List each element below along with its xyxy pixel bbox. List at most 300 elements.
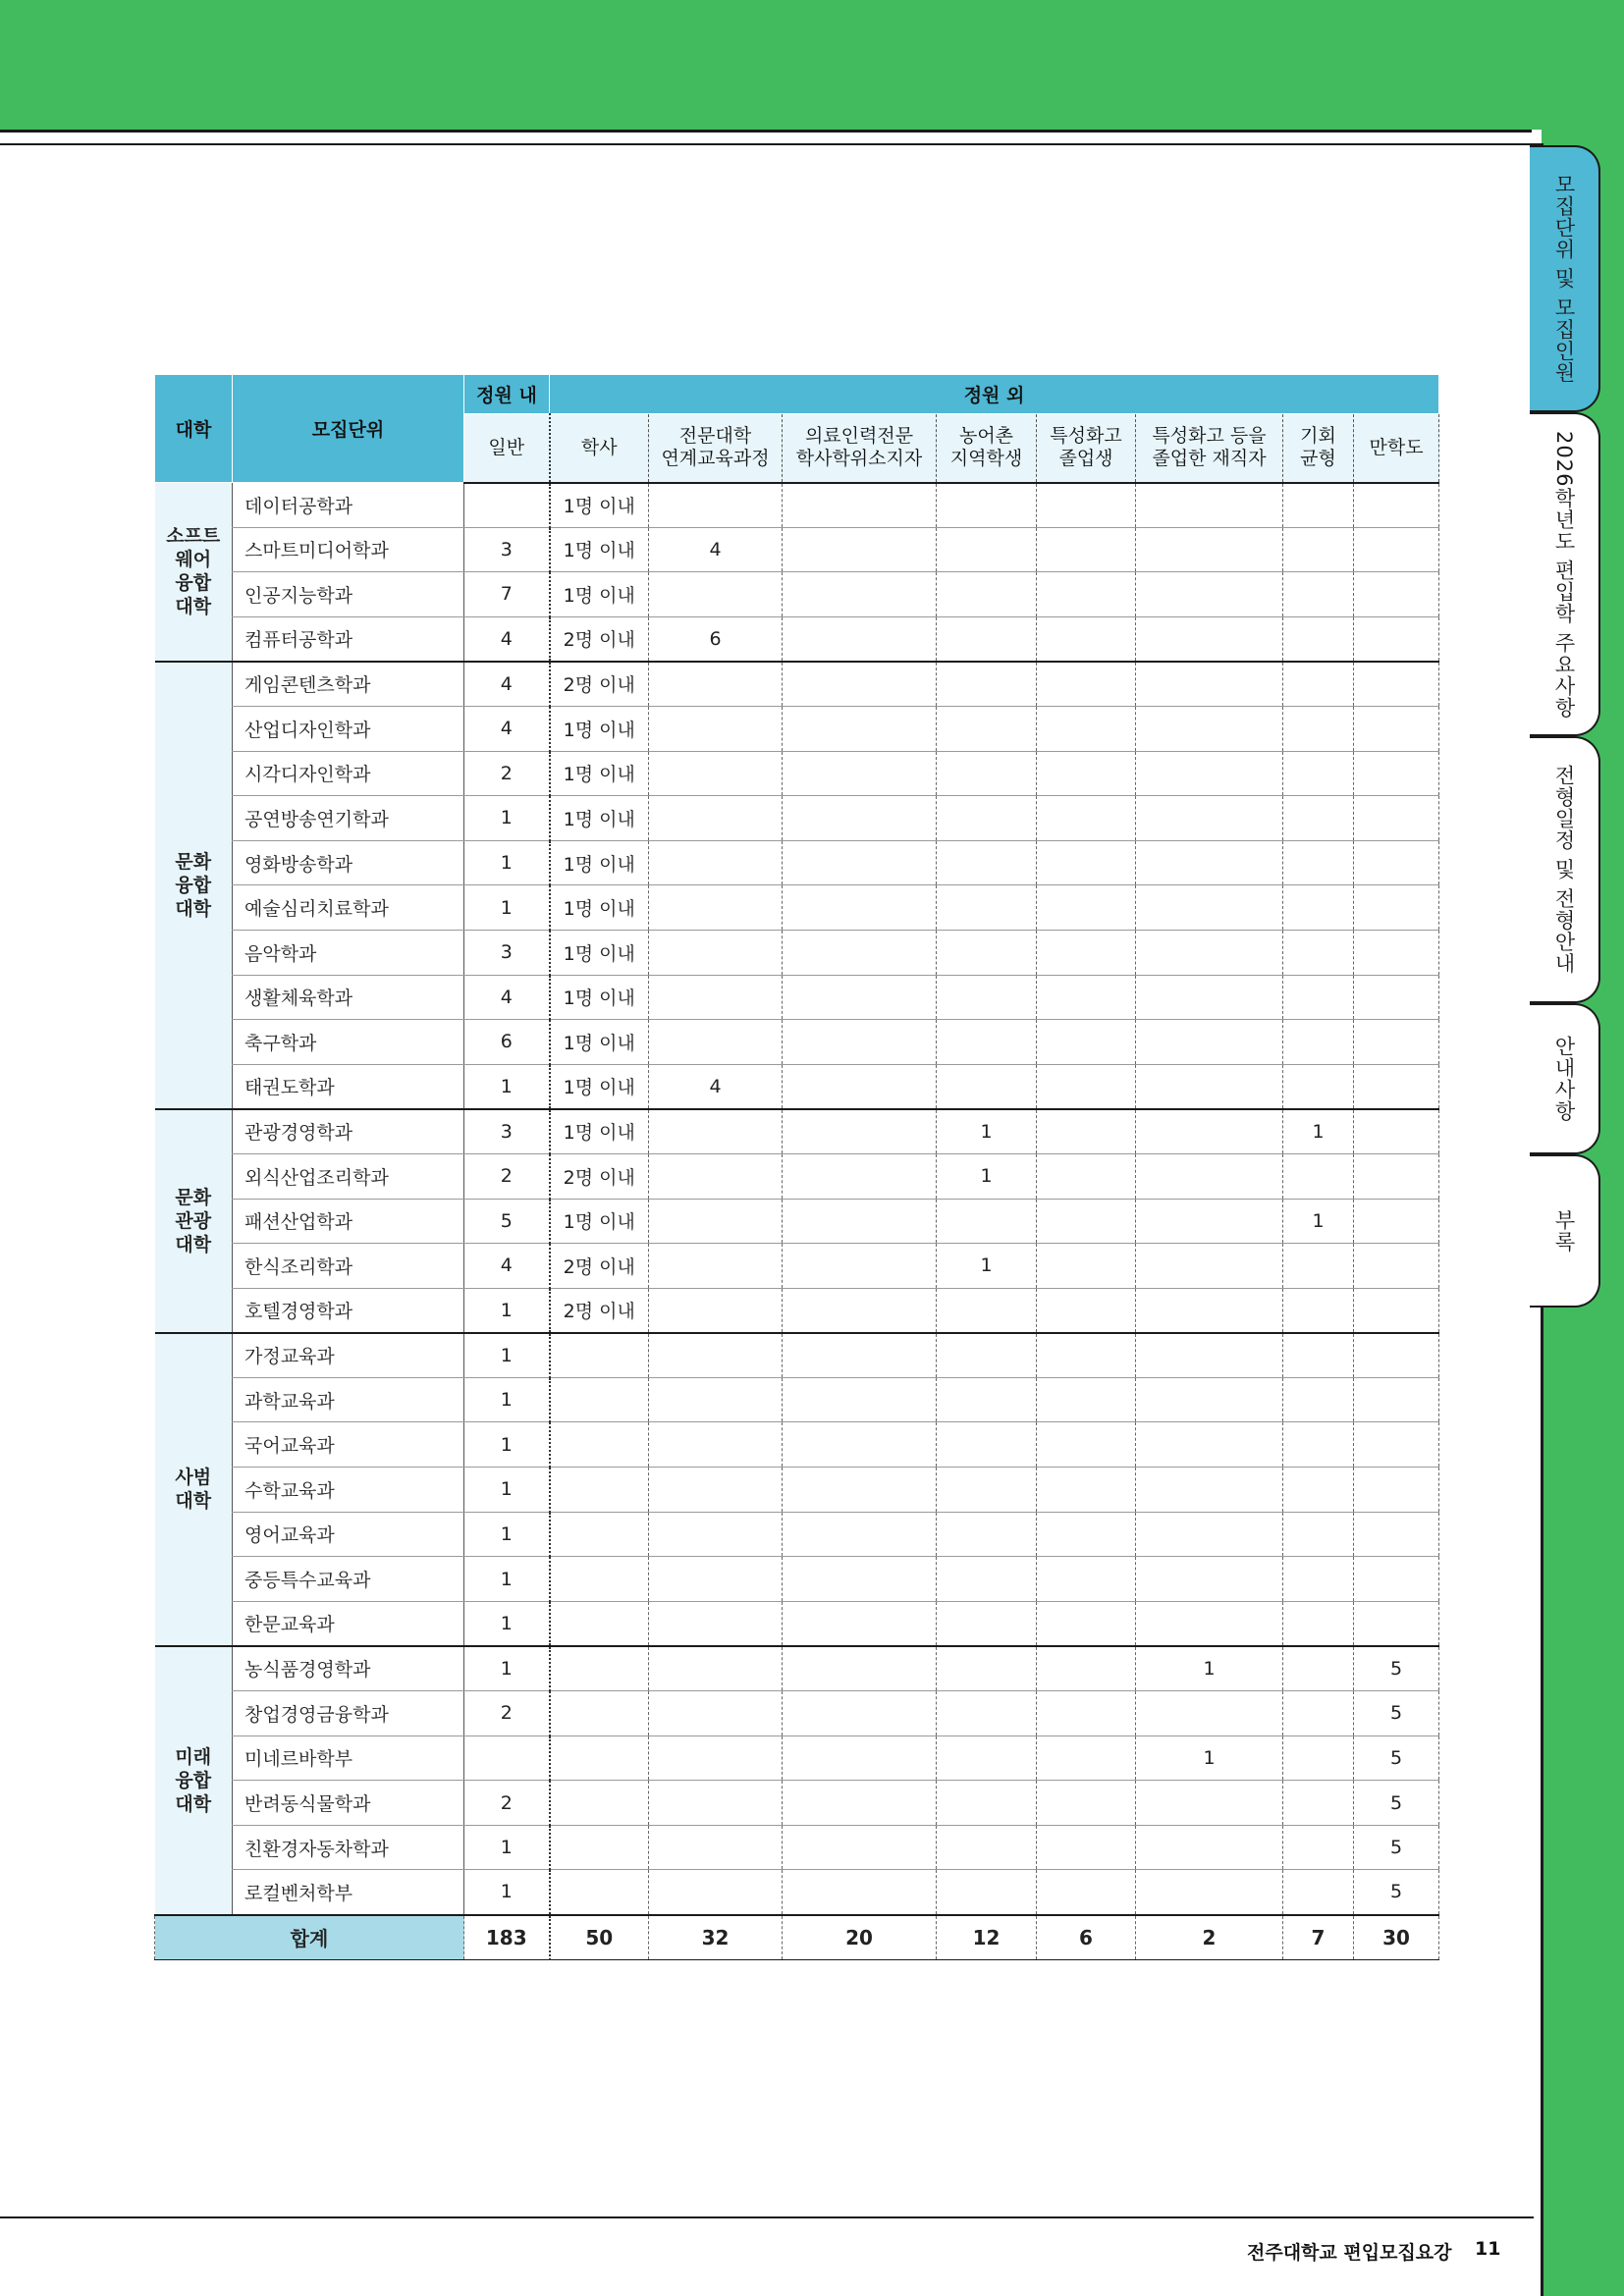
value-cell [937,1020,1037,1065]
value-cell [1136,1244,1283,1289]
value-cell [1283,1601,1354,1646]
value-cell: 3 [464,527,550,572]
value-cell [1037,1199,1136,1244]
value-cell [1136,1870,1283,1915]
value-cell: 1 [464,1512,550,1557]
unit-cell: 농식품경영학과 [233,1646,464,1691]
value-cell: 1명 이내 [550,706,649,751]
value-cell [649,796,783,841]
value-cell [1136,572,1283,617]
value-cell: 1 [464,1333,550,1378]
value-cell [1136,1512,1283,1557]
side-tab-label: 모집단위 및 모집인원 [1552,174,1576,384]
value-cell: 4 [464,1244,550,1289]
table-row [155,1422,1439,1468]
value-cell [649,1781,783,1826]
value-cell [1283,1064,1354,1109]
value-cell [550,1557,649,1602]
value-cell [783,796,937,841]
value-cell [550,1468,649,1513]
value-cell [649,1109,783,1154]
table-row [155,1377,1439,1422]
total-row [155,1915,1439,1960]
value-cell [1354,662,1439,707]
value-cell: 3 [464,930,550,975]
value-cell: 1 [464,1422,550,1468]
value-cell [783,1870,937,1915]
value-cell [937,1199,1037,1244]
value-cell [937,1288,1037,1333]
value-cell: 1 [464,1870,550,1915]
value-cell: 1 [1136,1646,1283,1691]
unit-cell: 가정교육과 [233,1333,464,1378]
value-cell [1037,1557,1136,1602]
value-cell [937,840,1037,885]
value-cell [1354,840,1439,885]
value-cell [1037,527,1136,572]
table-row [155,930,1439,975]
table-row [155,1735,1439,1781]
value-cell [937,1735,1037,1781]
value-cell [550,1512,649,1557]
value-cell [1136,1601,1283,1646]
value-cell [1136,1288,1283,1333]
value-cell: 1 [937,1153,1037,1199]
value-cell [937,885,1037,931]
footer-divider [0,2216,1534,2218]
table-row [155,1468,1439,1513]
value-cell [1354,527,1439,572]
value-cell: 1 [464,1468,550,1513]
top-green-band [0,0,1624,130]
college-cell: 소프트 웨어 융합 대학 [155,483,233,662]
value-cell [1037,1601,1136,1646]
value-cell [1354,1109,1439,1154]
value-cell [1354,1333,1439,1378]
value-cell [1354,1557,1439,1602]
value-cell: 1명 이내 [550,527,649,572]
value-cell [1136,616,1283,662]
value-cell [649,1244,783,1289]
value-cell [1354,930,1439,975]
value-cell [937,1825,1037,1870]
value-cell [649,1468,783,1513]
value-cell [1136,840,1283,885]
value-cell [1283,706,1354,751]
value-cell: 1 [1136,1735,1283,1781]
value-cell [1037,885,1136,931]
total-value-cell: 183 [464,1915,550,1960]
value-cell [1037,751,1136,796]
table-row [155,796,1439,841]
total-value-cell: 7 [1283,1915,1354,1960]
value-cell: 5 [1354,1781,1439,1826]
value-cell: 1명 이내 [550,840,649,885]
table-row [155,1333,1439,1378]
value-cell [1136,706,1283,751]
value-cell [1283,616,1354,662]
total-value-cell: 50 [550,1915,649,1960]
value-cell: 5 [1354,1825,1439,1870]
value-cell [1354,796,1439,841]
value-cell: 1 [464,1377,550,1422]
value-cell [783,1691,937,1736]
value-cell [1283,572,1354,617]
value-cell [783,975,937,1020]
value-cell: 7 [464,572,550,617]
value-cell [649,662,783,707]
value-cell [783,1468,937,1513]
value-cell [550,1735,649,1781]
value-cell: 6 [464,1020,550,1065]
unit-cell: 스마트미디어학과 [233,527,464,572]
value-cell: 5 [1354,1646,1439,1691]
value-cell [550,1422,649,1468]
value-cell [1037,1422,1136,1468]
value-cell [1283,1244,1354,1289]
value-cell [1354,885,1439,931]
value-cell [1283,662,1354,707]
table-row [155,1064,1439,1109]
value-cell [1354,1064,1439,1109]
value-cell [1136,975,1283,1020]
value-cell [1283,796,1354,841]
table-row [155,840,1439,885]
value-cell: 4 [649,527,783,572]
value-cell [1037,1288,1136,1333]
table-row [155,1153,1439,1199]
value-cell: 1 [464,1288,550,1333]
value-cell [1136,1468,1283,1513]
table-row [155,706,1439,751]
value-cell [1136,1825,1283,1870]
value-cell: 1 [464,1064,550,1109]
value-cell [783,1781,937,1826]
header-col-medical: 의료인력전문 학사학위소지자 [783,414,937,483]
value-cell [1354,616,1439,662]
value-cell: 1명 이내 [550,796,649,841]
value-cell [1037,1468,1136,1513]
header-col-equal-opportunity: 기회 균형 [1283,414,1354,483]
value-cell [1136,527,1283,572]
header-col-junior-college: 전문대학 연계교육과정 [649,414,783,483]
value-cell [1136,1691,1283,1736]
value-cell [649,840,783,885]
value-cell [1283,1020,1354,1065]
value-cell [649,751,783,796]
value-cell [1283,885,1354,931]
side-tab-key-points[interactable] [1530,412,1600,736]
unit-cell: 데이터공학과 [233,483,464,528]
value-cell [1354,1153,1439,1199]
value-cell [937,1557,1037,1602]
value-cell [1037,1691,1136,1736]
table-row [155,1288,1439,1333]
value-cell [1136,662,1283,707]
value-cell [649,706,783,751]
value-cell [937,1870,1037,1915]
value-cell: 1명 이내 [550,751,649,796]
value-cell [1037,840,1136,885]
value-cell [1283,1825,1354,1870]
value-cell [1136,1781,1283,1826]
value-cell [1136,1557,1283,1602]
side-tab-appendix[interactable] [1530,1154,1600,1308]
value-cell [550,1870,649,1915]
value-cell [649,1422,783,1468]
value-cell [1283,1333,1354,1378]
value-cell [783,572,937,617]
value-cell [464,1735,550,1781]
unit-cell: 과학교육과 [233,1377,464,1422]
value-cell [1283,1781,1354,1826]
unit-cell: 패션산업학과 [233,1199,464,1244]
value-cell [937,1601,1037,1646]
value-cell [783,1735,937,1781]
unit-cell: 수학교육과 [233,1468,464,1513]
table-row [155,1691,1439,1736]
header-in-quota: 정원 내 [464,375,550,414]
table-row [155,483,1439,528]
unit-cell: 예술심리치료학과 [233,885,464,931]
value-cell [1354,572,1439,617]
value-cell [649,1153,783,1199]
value-cell [649,1870,783,1915]
unit-cell: 중등특수교육과 [233,1557,464,1602]
value-cell [937,572,1037,617]
header-col-vocational-worker: 특성화고 등을 졸업한 재직자 [1136,414,1283,483]
value-cell [649,930,783,975]
value-cell [1354,1512,1439,1557]
value-cell: 1 [937,1109,1037,1154]
table-row [155,885,1439,931]
value-cell [1037,1781,1136,1826]
header-unit: 모집단위 [233,375,464,483]
value-cell [1283,1870,1354,1915]
value-cell [783,751,937,796]
value-cell [649,1512,783,1557]
value-cell: 2 [464,1781,550,1826]
value-cell [649,1288,783,1333]
value-cell [550,1377,649,1422]
value-cell [1283,840,1354,885]
value-cell: 5 [1354,1870,1439,1915]
value-cell [783,930,937,975]
table-row [155,975,1439,1020]
table-row [155,1020,1439,1065]
value-cell [937,1781,1037,1826]
value-cell [550,1601,649,1646]
value-cell: 2 [464,751,550,796]
value-cell [937,796,1037,841]
value-cell [1037,930,1136,975]
value-cell [550,1825,649,1870]
value-cell [937,1646,1037,1691]
value-cell [783,1512,937,1557]
value-cell [1283,1735,1354,1781]
value-cell: 1 [464,796,550,841]
value-cell [937,930,1037,975]
unit-cell: 공연방송연기학과 [233,796,464,841]
value-cell [937,616,1037,662]
value-cell [783,1557,937,1602]
table-row [155,1557,1439,1602]
side-tab-schedule[interactable] [1530,736,1600,1003]
value-cell [783,706,937,751]
value-cell [1136,796,1283,841]
value-cell [1354,751,1439,796]
value-cell: 1명 이내 [550,1064,649,1109]
value-cell [1037,1020,1136,1065]
value-cell [783,1064,937,1109]
table-row [155,1781,1439,1826]
value-cell: 1 [464,1646,550,1691]
value-cell [1136,751,1283,796]
value-cell [1283,1557,1354,1602]
table-row [155,1199,1439,1244]
value-cell [937,1512,1037,1557]
value-cell [1037,1064,1136,1109]
table-row [155,527,1439,572]
total-value-cell: 30 [1354,1915,1439,1960]
footer-title: 전주대학교 편입모집요강 [1247,2242,1452,2264]
value-cell [1283,483,1354,528]
side-tab-label: 2026학년도 편입학 주요사항 [1552,430,1576,719]
value-cell: 1명 이내 [550,1199,649,1244]
value-cell [1037,483,1136,528]
value-cell [937,527,1037,572]
value-cell [1037,796,1136,841]
value-cell: 2명 이내 [550,662,649,707]
value-cell [783,1825,937,1870]
college-cell: 문화 융합 대학 [155,662,233,1109]
value-cell [1354,975,1439,1020]
unit-cell: 축구학과 [233,1020,464,1065]
value-cell: 2명 이내 [550,1244,649,1289]
value-cell [1354,1020,1439,1065]
value-cell [1136,1064,1283,1109]
unit-cell: 친환경자동차학과 [233,1825,464,1870]
value-cell [1283,751,1354,796]
college-cell: 문화 관광 대학 [155,1109,233,1333]
unit-cell: 관광경영학과 [233,1109,464,1154]
value-cell [937,975,1037,1020]
value-cell: 1 [464,1825,550,1870]
total-value-cell: 2 [1136,1915,1283,1960]
value-cell [1354,706,1439,751]
value-cell [1283,527,1354,572]
value-cell [1037,1825,1136,1870]
value-cell [649,1557,783,1602]
value-cell [550,1781,649,1826]
value-cell [783,1646,937,1691]
value-cell [1037,975,1136,1020]
value-cell: 1 [937,1244,1037,1289]
value-cell [783,1377,937,1422]
value-cell [783,1020,937,1065]
value-cell [1354,1288,1439,1333]
unit-cell: 호텔경영학과 [233,1288,464,1333]
unit-cell: 한식조리학과 [233,1244,464,1289]
unit-cell: 로컬벤처학부 [233,1870,464,1915]
table-row [155,1601,1439,1646]
value-cell [1283,1468,1354,1513]
value-cell: 5 [464,1199,550,1244]
value-cell [1037,1512,1136,1557]
value-cell [1037,706,1136,751]
value-cell [649,572,783,617]
header-col-vocational: 특성화고 졸업생 [1037,414,1136,483]
value-cell [937,1691,1037,1736]
value-cell [649,1377,783,1422]
side-tab-label: 안내사항 [1552,1036,1576,1122]
value-cell [1037,1377,1136,1422]
value-cell [937,1333,1037,1378]
value-cell: 2 [464,1691,550,1736]
value-cell [1354,1199,1439,1244]
value-cell [1283,1691,1354,1736]
total-value-cell: 12 [937,1915,1037,1960]
value-cell [649,1825,783,1870]
value-cell: 1 [1283,1199,1354,1244]
unit-cell: 게임콘텐츠학과 [233,662,464,707]
value-cell: 1명 이내 [550,930,649,975]
table-row [155,662,1439,707]
value-cell: 4 [464,706,550,751]
recruitment-table [154,374,1439,1960]
unit-cell: 외식산업조리학과 [233,1153,464,1199]
value-cell [937,483,1037,528]
side-tab-recruit-units[interactable] [1530,145,1600,412]
unit-cell: 창업경영금융학과 [233,1691,464,1736]
value-cell [937,1064,1037,1109]
side-tab-notices[interactable] [1530,1003,1600,1154]
total-value-cell: 6 [1037,1915,1136,1960]
value-cell [1354,1601,1439,1646]
value-cell [1037,1870,1136,1915]
unit-cell: 시각디자인학과 [233,751,464,796]
value-cell [783,662,937,707]
unit-cell: 산업디자인학과 [233,706,464,751]
value-cell: 1명 이내 [550,975,649,1020]
value-cell [1136,1377,1283,1422]
value-cell [937,1422,1037,1468]
value-cell: 1 [464,885,550,931]
unit-cell: 음악학과 [233,930,464,975]
value-cell [783,840,937,885]
value-cell [649,1333,783,1378]
unit-cell: 미네르바학부 [233,1735,464,1781]
value-cell [783,1199,937,1244]
value-cell: 2명 이내 [550,616,649,662]
value-cell: 5 [1354,1735,1439,1781]
value-cell [783,1244,937,1289]
header-col-adult-learner: 만학도 [1354,414,1439,483]
value-cell [649,483,783,528]
value-cell [783,483,937,528]
table-row [155,1109,1439,1154]
value-cell [649,975,783,1020]
value-cell [1136,483,1283,528]
value-cell [1136,1153,1283,1199]
value-cell: 1명 이내 [550,885,649,931]
table-row [155,1870,1439,1915]
unit-cell: 생활체육학과 [233,975,464,1020]
value-cell [783,1109,937,1154]
value-cell: 1 [464,840,550,885]
unit-cell: 한문교육과 [233,1601,464,1646]
value-cell [1037,1646,1136,1691]
